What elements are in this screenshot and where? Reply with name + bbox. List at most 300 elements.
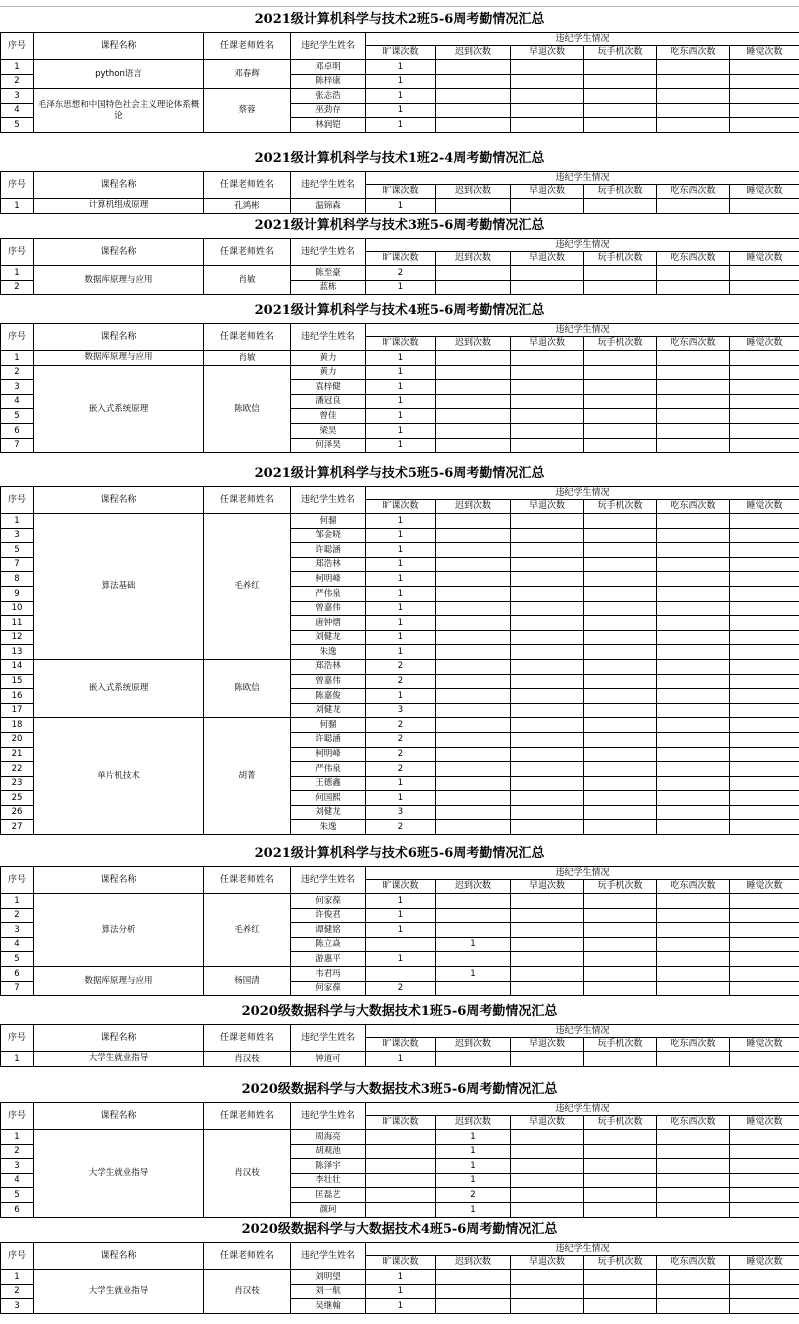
count-cell: 2 [436, 1188, 511, 1203]
row-seq: 1 [1, 514, 34, 529]
header-seq: 序号 [1, 487, 34, 514]
header-seq: 序号 [1, 867, 34, 894]
count-cell [584, 776, 657, 791]
row-seq: 23 [1, 776, 34, 791]
count-cell [511, 572, 584, 587]
header-count-col: 玩手机次数 [584, 1038, 657, 1052]
count-cell [730, 776, 799, 791]
header-count-col: 早退次数 [511, 1116, 584, 1130]
count-cell [511, 952, 584, 967]
header-count-col: 玩手机次数 [584, 500, 657, 514]
count-cell [730, 616, 799, 631]
student-name: 许聪涵 [291, 732, 366, 747]
header-course: 课程名称 [34, 324, 204, 351]
count-cell: 3 [366, 703, 436, 718]
count-cell [730, 894, 799, 909]
row-seq: 2 [1, 280, 34, 295]
student-name: 陈立焱 [291, 937, 366, 952]
count-cell [436, 703, 511, 718]
count-cell [657, 1284, 730, 1299]
header-teacher: 任课老师姓名 [204, 487, 291, 514]
count-cell [657, 923, 730, 938]
course-name: 数据库原理与应用 [34, 266, 204, 295]
header-count-col: 玩手机次数 [584, 252, 657, 266]
count-cell [730, 1270, 799, 1285]
count-cell: 1 [366, 514, 436, 529]
count-cell [511, 981, 584, 996]
row-seq: 16 [1, 689, 34, 704]
row-seq: 6 [1, 423, 34, 438]
course-name: 数据库原理与应用 [34, 351, 204, 366]
count-cell: 1 [366, 630, 436, 645]
student-name: 胡观池 [291, 1144, 366, 1159]
count-cell [584, 380, 657, 395]
count-cell [657, 908, 730, 923]
count-cell [584, 601, 657, 616]
count-cell [657, 645, 730, 660]
teacher-name: 陈欧信 [204, 365, 291, 453]
count-cell [730, 394, 799, 409]
count-cell [584, 747, 657, 762]
table-row [1, 365, 799, 380]
count-cell [511, 351, 584, 366]
teacher-name: 肖敏 [204, 266, 291, 295]
count-cell [730, 703, 799, 718]
count-cell [657, 1202, 730, 1217]
count-cell: 1 [366, 791, 436, 806]
count-cell [584, 762, 657, 777]
count-cell [366, 937, 436, 952]
header-count-col: 旷课次数 [366, 46, 436, 60]
teacher-name: 毛养红 [204, 514, 291, 660]
header-count-col: 吃东西次数 [657, 185, 730, 199]
count-cell [584, 805, 657, 820]
header-count-col: 睡觉次数 [730, 46, 799, 60]
count-cell [511, 1173, 584, 1188]
count-cell [730, 820, 799, 835]
course-name: 大学生就业指导 [34, 1130, 204, 1218]
row-seq: 9 [1, 586, 34, 601]
count-cell [511, 394, 584, 409]
count-cell [730, 630, 799, 645]
count-cell [657, 981, 730, 996]
count-cell: 2 [366, 762, 436, 777]
count-cell [584, 1052, 657, 1067]
student-name: 刘健龙 [291, 703, 366, 718]
count-cell [511, 266, 584, 281]
count-cell [584, 199, 657, 214]
table-row [1, 894, 799, 909]
header-violation-group: 违纪学生情况 [366, 867, 799, 880]
count-cell [584, 645, 657, 660]
count-cell [584, 732, 657, 747]
count-cell [436, 645, 511, 660]
count-cell [511, 1188, 584, 1203]
count-cell [436, 280, 511, 295]
table-row [1, 199, 799, 214]
count-cell [511, 586, 584, 601]
header-student: 违纪学生姓名 [291, 1103, 366, 1130]
student-name: 刘健龙 [291, 805, 366, 820]
count-cell [730, 1159, 799, 1174]
count-cell [584, 1284, 657, 1299]
count-cell [584, 703, 657, 718]
student-name: 蓝栋 [291, 280, 366, 295]
count-cell [436, 1299, 511, 1314]
row-seq: 1 [1, 1052, 34, 1067]
header-teacher: 任课老师姓名 [204, 172, 291, 199]
header-seq: 序号 [1, 1025, 34, 1052]
count-cell: 1 [366, 89, 436, 104]
count-cell [584, 118, 657, 133]
count-cell [436, 586, 511, 601]
header-course: 课程名称 [34, 1243, 204, 1270]
header-count-col: 迟到次数 [436, 1256, 511, 1270]
count-cell [657, 1270, 730, 1285]
student-name: 张志浩 [291, 89, 366, 104]
count-cell [657, 423, 730, 438]
section-title: 2021级计算机科学与技术1班2-4周考勤情况汇总 [0, 145, 799, 172]
count-cell: 1 [366, 908, 436, 923]
count-cell [730, 718, 799, 733]
count-cell [730, 423, 799, 438]
attendance-table [0, 1024, 799, 1067]
row-seq: 1 [1, 1130, 34, 1145]
count-cell: 1 [436, 966, 511, 981]
count-cell: 1 [436, 1202, 511, 1217]
count-cell: 1 [366, 380, 436, 395]
count-cell: 1 [366, 409, 436, 424]
count-cell [584, 543, 657, 558]
student-name: 柯明峰 [291, 747, 366, 762]
count-cell [436, 805, 511, 820]
count-cell [436, 791, 511, 806]
row-seq: 1 [1, 199, 34, 214]
count-cell [511, 199, 584, 214]
header-count-col: 睡觉次数 [730, 880, 799, 894]
count-cell [511, 514, 584, 529]
count-cell: 1 [366, 923, 436, 938]
count-cell [584, 394, 657, 409]
row-seq: 18 [1, 718, 34, 733]
section-title: 2021级计算机科学与技术5班5-6周考勤情况汇总 [0, 460, 799, 487]
count-cell [511, 966, 584, 981]
count-cell [366, 1144, 436, 1159]
count-cell: 1 [366, 616, 436, 631]
student-name: 曾嘉伟 [291, 601, 366, 616]
count-cell [436, 438, 511, 453]
row-seq: 10 [1, 601, 34, 616]
count-cell [584, 1299, 657, 1314]
count-cell [730, 409, 799, 424]
count-cell: 1 [366, 394, 436, 409]
header-seq: 序号 [1, 324, 34, 351]
count-cell [584, 981, 657, 996]
count-cell: 1 [366, 199, 436, 214]
row-seq: 1 [1, 60, 34, 75]
header-count-col: 旷课次数 [366, 1038, 436, 1052]
count-cell [511, 908, 584, 923]
count-cell [657, 1144, 730, 1159]
header-count-col: 迟到次数 [436, 500, 511, 514]
count-cell [657, 894, 730, 909]
header-count-col: 旷课次数 [366, 1116, 436, 1130]
course-name: 算法分析 [34, 894, 204, 967]
count-cell [436, 572, 511, 587]
header-count-col: 旷课次数 [366, 337, 436, 351]
count-cell [657, 718, 730, 733]
count-cell [584, 528, 657, 543]
student-name: 周海亮 [291, 1130, 366, 1145]
header-seq: 序号 [1, 1243, 34, 1270]
count-cell [511, 923, 584, 938]
row-seq: 2 [1, 1284, 34, 1299]
student-name: 朱逸 [291, 645, 366, 660]
count-cell [730, 514, 799, 529]
header-seq: 序号 [1, 33, 34, 60]
course-name: 毛泽东思想和中国特色社会主义理论体系概论 [34, 89, 204, 133]
header-violation-group: 违纪学生情况 [366, 487, 799, 500]
count-cell [511, 89, 584, 104]
count-cell: 1 [436, 1144, 511, 1159]
count-cell [511, 280, 584, 295]
row-seq: 1 [1, 894, 34, 909]
count-cell [730, 89, 799, 104]
header-student: 违纪学生姓名 [291, 1025, 366, 1052]
count-cell: 1 [436, 1130, 511, 1145]
count-cell [366, 1159, 436, 1174]
count-cell [657, 1188, 730, 1203]
count-cell [730, 923, 799, 938]
header-row [1, 487, 799, 500]
count-cell: 1 [366, 894, 436, 909]
table-row [1, 60, 799, 75]
count-cell [436, 952, 511, 967]
header-row [1, 172, 799, 185]
count-cell: 1 [366, 572, 436, 587]
count-cell [366, 1202, 436, 1217]
count-cell [730, 438, 799, 453]
count-cell [511, 747, 584, 762]
header-count-col: 早退次数 [511, 880, 584, 894]
header-count-col: 玩手机次数 [584, 1116, 657, 1130]
attendance-table [0, 323, 799, 453]
count-cell [584, 674, 657, 689]
course-name: 大学生就业指导 [34, 1052, 204, 1067]
count-cell [730, 937, 799, 952]
count-cell [657, 630, 730, 645]
header-count-col: 旷课次数 [366, 185, 436, 199]
count-cell [511, 805, 584, 820]
count-cell [730, 60, 799, 75]
row-seq: 21 [1, 747, 34, 762]
header-count-col: 迟到次数 [436, 880, 511, 894]
student-name: 邓卓明 [291, 60, 366, 75]
count-cell [657, 689, 730, 704]
count-cell [657, 776, 730, 791]
count-cell [584, 630, 657, 645]
count-cell [511, 674, 584, 689]
count-cell [436, 423, 511, 438]
count-cell: 2 [366, 659, 436, 674]
count-cell [511, 645, 584, 660]
row-seq: 2 [1, 908, 34, 923]
count-cell [366, 1188, 436, 1203]
count-cell [511, 380, 584, 395]
count-cell [511, 1159, 584, 1174]
row-seq: 20 [1, 732, 34, 747]
count-cell: 2 [366, 718, 436, 733]
count-cell [436, 747, 511, 762]
student-name: 严伟泉 [291, 586, 366, 601]
count-cell [584, 966, 657, 981]
count-cell [511, 528, 584, 543]
count-cell [730, 572, 799, 587]
count-cell: 1 [366, 586, 436, 601]
header-teacher: 任课老师姓名 [204, 33, 291, 60]
count-cell [436, 74, 511, 89]
row-seq: 6 [1, 1202, 34, 1217]
student-name: 朱逸 [291, 820, 366, 835]
student-name: 郑浩林 [291, 557, 366, 572]
count-cell [730, 966, 799, 981]
count-cell [657, 732, 730, 747]
attendance-table [0, 1242, 799, 1314]
count-cell [730, 805, 799, 820]
student-name: 吴继翰 [291, 1299, 366, 1314]
header-row [1, 324, 799, 337]
attendance-table [0, 32, 799, 133]
count-cell [657, 89, 730, 104]
count-cell [657, 616, 730, 631]
header-student: 违纪学生姓名 [291, 867, 366, 894]
count-cell [730, 1299, 799, 1314]
count-cell [657, 966, 730, 981]
header-count-col: 睡觉次数 [730, 337, 799, 351]
header-row [1, 239, 799, 252]
count-cell: 1 [366, 1270, 436, 1285]
count-cell [436, 528, 511, 543]
count-cell [436, 732, 511, 747]
count-cell [511, 601, 584, 616]
count-cell [584, 1202, 657, 1217]
count-cell [730, 689, 799, 704]
count-cell [730, 601, 799, 616]
count-cell [511, 103, 584, 118]
count-cell [730, 981, 799, 996]
header-row [1, 867, 799, 880]
count-cell: 3 [366, 805, 436, 820]
count-cell: 2 [366, 266, 436, 281]
count-cell [730, 1144, 799, 1159]
header-count-col: 早退次数 [511, 185, 584, 199]
count-cell [657, 703, 730, 718]
count-cell [730, 791, 799, 806]
header-violation-group: 违纪学生情况 [366, 172, 799, 185]
count-cell [436, 1052, 511, 1067]
count-cell [584, 351, 657, 366]
header-count-col: 迟到次数 [436, 252, 511, 266]
header-count-col: 旷课次数 [366, 252, 436, 266]
header-count-col: 玩手机次数 [584, 337, 657, 351]
header-count-col: 玩手机次数 [584, 185, 657, 199]
count-cell: 1 [366, 280, 436, 295]
header-count-col: 迟到次数 [436, 337, 511, 351]
header-violation-group: 违纪学生情况 [366, 1103, 799, 1116]
row-seq: 3 [1, 1159, 34, 1174]
count-cell [436, 630, 511, 645]
header-count-col: 睡觉次数 [730, 500, 799, 514]
count-cell [657, 557, 730, 572]
count-cell [657, 514, 730, 529]
header-course: 课程名称 [34, 1025, 204, 1052]
count-cell [584, 586, 657, 601]
count-cell: 1 [436, 937, 511, 952]
count-cell [511, 1270, 584, 1285]
count-cell [436, 908, 511, 923]
row-seq: 5 [1, 409, 34, 424]
student-name: 许聪涵 [291, 543, 366, 558]
count-cell [511, 557, 584, 572]
header-count-col: 吃东西次数 [657, 1038, 730, 1052]
count-cell: 1 [366, 1284, 436, 1299]
count-cell [436, 103, 511, 118]
student-name: 何国熙 [291, 791, 366, 806]
count-cell [730, 1202, 799, 1217]
section-title: 2020级数据科学与大数据技术4班5-6周考勤情况汇总 [0, 1216, 799, 1243]
count-cell [584, 1188, 657, 1203]
count-cell [436, 351, 511, 366]
header-teacher: 任课老师姓名 [204, 1103, 291, 1130]
teacher-name: 肖汉枝 [204, 1052, 291, 1067]
header-count-col: 早退次数 [511, 252, 584, 266]
student-name: 何泽昊 [291, 438, 366, 453]
count-cell: 1 [366, 365, 436, 380]
count-cell [436, 199, 511, 214]
count-cell [436, 118, 511, 133]
count-cell [657, 380, 730, 395]
header-count-col: 旷课次数 [366, 880, 436, 894]
count-cell [366, 1130, 436, 1145]
student-name: 梁昊 [291, 423, 366, 438]
count-cell [584, 937, 657, 952]
count-cell [511, 718, 584, 733]
section-title: 2021级计算机科学与技术3班5-6周考勤情况汇总 [0, 212, 799, 239]
count-cell [436, 1270, 511, 1285]
count-cell [584, 438, 657, 453]
count-cell [511, 1284, 584, 1299]
count-cell: 1 [366, 601, 436, 616]
student-name: 黄力 [291, 365, 366, 380]
count-cell [366, 966, 436, 981]
header-count-col: 吃东西次数 [657, 252, 730, 266]
attendance-table [0, 866, 799, 996]
count-cell [657, 659, 730, 674]
header-teacher: 任课老师姓名 [204, 867, 291, 894]
count-cell [657, 1299, 730, 1314]
row-seq: 4 [1, 394, 34, 409]
count-cell [366, 1173, 436, 1188]
row-seq: 1 [1, 351, 34, 366]
count-cell [657, 528, 730, 543]
header-count-col: 早退次数 [511, 1038, 584, 1052]
row-seq: 2 [1, 1144, 34, 1159]
count-cell [511, 820, 584, 835]
count-cell [511, 732, 584, 747]
row-seq: 1 [1, 266, 34, 281]
count-cell [657, 280, 730, 295]
count-cell [657, 1052, 730, 1067]
